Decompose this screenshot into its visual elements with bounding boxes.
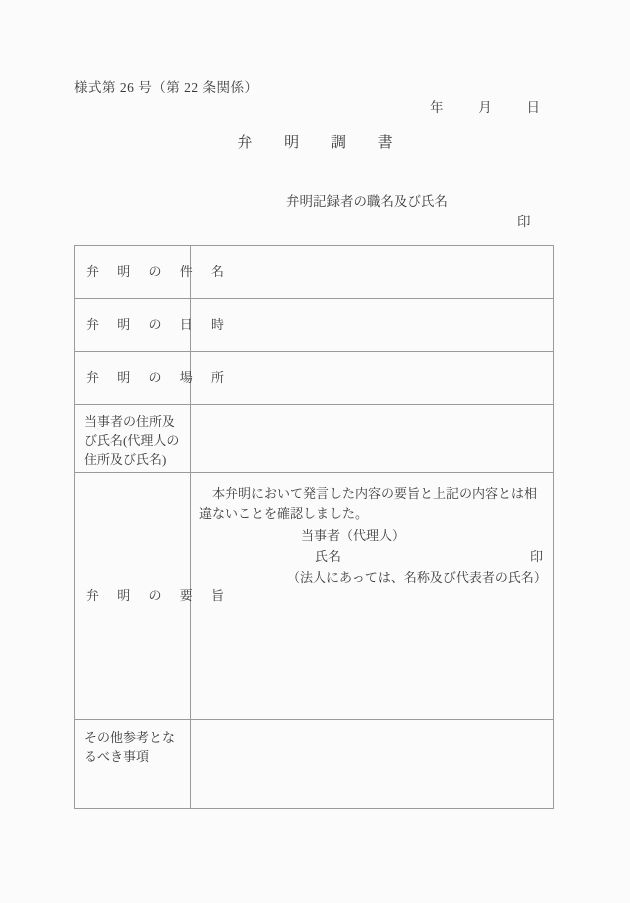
row-label-party-address: 当事者の住所及び氏名(代理人の住所及び氏名) <box>84 414 180 467</box>
recorder-name-label: 弁明記録者の職名及び氏名 <box>286 194 448 209</box>
page-title-char-3: 調 <box>330 135 346 151</box>
form-number: 様式第 26 号（第 22 条関係） <box>74 80 259 95</box>
row-label-cell-place <box>75 352 232 405</box>
table-row <box>75 720 554 809</box>
page-title <box>0 131 630 152</box>
signature-name-row <box>191 547 547 567</box>
confirmation-statement: 本弁明において発言した内容の要旨と上記の内容とは相違ないことを確認しました。 <box>199 486 538 522</box>
page-title-char-2: 明 <box>284 135 300 151</box>
row-label-cell-datetime <box>75 299 232 352</box>
row-value-cell-place[interactable] <box>191 352 554 405</box>
page-title-char-4: 書 <box>377 135 393 151</box>
row-label-place: 弁 明 の 場 所 <box>86 370 232 386</box>
row-value-cell-datetime[interactable] <box>191 299 554 352</box>
row-label-cell-party-address <box>75 405 191 473</box>
corporate-representative-note: （法人にあっては、名称及び代表者の氏名） <box>287 569 547 585</box>
date-year-label: 年 <box>430 100 444 115</box>
table-row <box>75 405 554 473</box>
signature-name-label: 氏名 <box>315 548 342 564</box>
row-value-cell-party-address[interactable] <box>191 405 554 473</box>
row-value-cell-subject[interactable] <box>191 246 554 299</box>
table-row <box>75 352 554 405</box>
row-label-other-notes: その他参考となるべき事項 <box>84 730 176 764</box>
table-row <box>75 246 554 299</box>
confirmation-block <box>191 484 547 588</box>
statement-record-table <box>74 245 554 809</box>
table-row <box>75 299 554 352</box>
signature-seal-mark: 印 <box>529 548 543 564</box>
row-label-subject: 弁 明 の 件 名 <box>86 264 232 280</box>
row-value-cell-gist[interactable] <box>191 473 554 720</box>
row-value-cell-other-notes[interactable] <box>191 720 554 809</box>
page-title-char-1: 弁 <box>237 135 253 151</box>
row-label-gist: 弁 明 の 要 旨 <box>86 588 232 604</box>
recorder-seal-mark: 印 <box>517 214 531 229</box>
date-month-label: 月 <box>478 100 492 115</box>
row-label-datetime: 弁 明 の 日 時 <box>86 317 232 333</box>
row-label-cell-other-notes <box>75 720 191 809</box>
table-row <box>75 473 554 720</box>
date-line <box>430 96 540 116</box>
row-label-cell-gist <box>75 473 232 720</box>
row-label-cell-subject <box>75 246 232 299</box>
date-day-label: 日 <box>526 100 540 115</box>
signature-party-label: 当事者（代理人） <box>301 527 406 543</box>
